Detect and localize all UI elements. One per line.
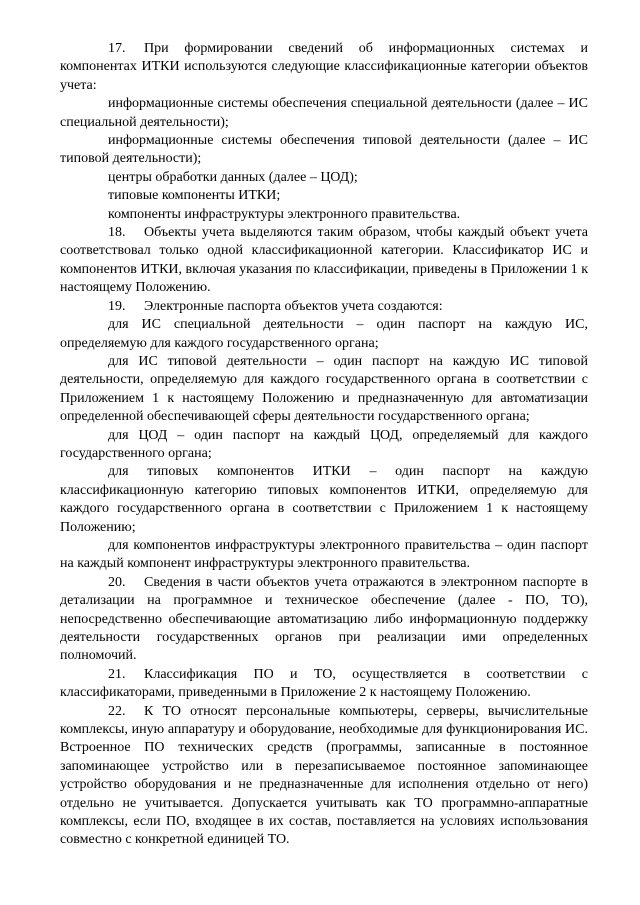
paragraph-number: 18. [108,225,126,241]
paragraph-20 [60,574,588,666]
list-item-passport-itki: для типовых компонентов ИТКИ – один паспорт на каждую классификационную категорию типовых компонентов ИТКИ, определяемую для каждого государственного органа в соответствии с Приложением 1 к настоящему Положению; [60,464,588,535]
paragraph-21 [60,666,588,703]
list-item-passport-is-typical: для ИС типовой деятельности – один паспорт на каждую ИС типовой деятельности, определяемую для каждого государственного органа в соответствии с Приложением 1 к настоящему Положению и предназначенную для автоматизации определенной обеспечивающей сферы деятельности государственного органа; [60,353,588,425]
paragraph-18 [60,224,588,298]
paragraph-number: 22. [108,703,126,719]
paragraph-22 [60,703,588,850]
paragraph-text: При формировании сведений об информационных системах и компонентах ИТКИ используются следующие классификационные категории объектов учета: [60,41,588,93]
paragraph-text: Электронные паспорта объектов учета создаются: [144,298,443,314]
list-item-egov: компоненты инфраструктуры электронного правительства. [108,206,461,222]
paragraph-19 [60,298,588,316]
paragraph-text: К ТО относят персональные компьютеры, серверы, вычислительные комплексы, иную аппаратуру и оборудование, необходимые для функционирования ИС. Встроенное ПО технических средств (программы, записанные в постоянное запоминающее устройство или в перезаписываемое постоянное запоминающее устройство оборудования и не предназначенные для исполнения отдельно от него) отдельно не учитывается. Допускается учитывать как ТО программно-аппаратные комплексы, если ПО, входящее в их состав, поставляется на условиях использования совместно с конкретной единицей ТО. [60,703,588,848]
list-item-passport-is-special: для ИС специальной деятельности – один паспорт на каждую ИС, определяемую для каждого государственного органа; [60,317,588,351]
list-item-cod: центры обработки данных (далее – ЦОД); [108,169,358,185]
document-page [60,40,588,850]
paragraph-number: 17. [108,41,126,56]
list-item-is-typical: информационные системы обеспечения типовой деятельности (далее – ИС типовой деятельности); [60,133,588,167]
list-item-itki: типовые компоненты ИТКИ; [108,188,281,204]
paragraph-text: Классификация ПО и ТО, осуществляется в соответствии с классификаторами, приведенными в Приложение 2 к настоящему Положению. [60,666,588,701]
list-item-passport-cod: для ЦОД – один паспорт на каждый ЦОД, определяемый для каждого государственного органа; [60,427,588,461]
paragraph-text: Сведения в части объектов учета отражаются в электронном паспорте в детализации на программное и техническое обеспечение (далее - ПО, ТО), непосредственно обеспечивающие автоматизацию либо информационную поддержку деятельности государственных органов при реализации ими определенных полномочий. [60,574,588,664]
list-item-is-special: информационные системы обеспечения специальной деятельности (далее – ИС специальной деятельности); [60,96,588,130]
paragraph-number: 21. [108,666,126,682]
paragraph-number: 19. [108,298,126,314]
paragraph-17 [60,40,588,95]
paragraph-text: Объекты учета выделяются таким образом, чтобы каждый объект учета соответствовал только одной классификационной категории. Классификатор ИС и компонентов ИТКИ, включая указания по классификации, приведены в Приложении 1 к настоящему Положению. [60,225,588,296]
list-item-passport-egov: для компонентов инфраструктуры электронного правительства – один паспорт на каждый компонент инфраструктуры электронного правительства. [60,537,588,572]
paragraph-number: 20. [108,574,126,590]
